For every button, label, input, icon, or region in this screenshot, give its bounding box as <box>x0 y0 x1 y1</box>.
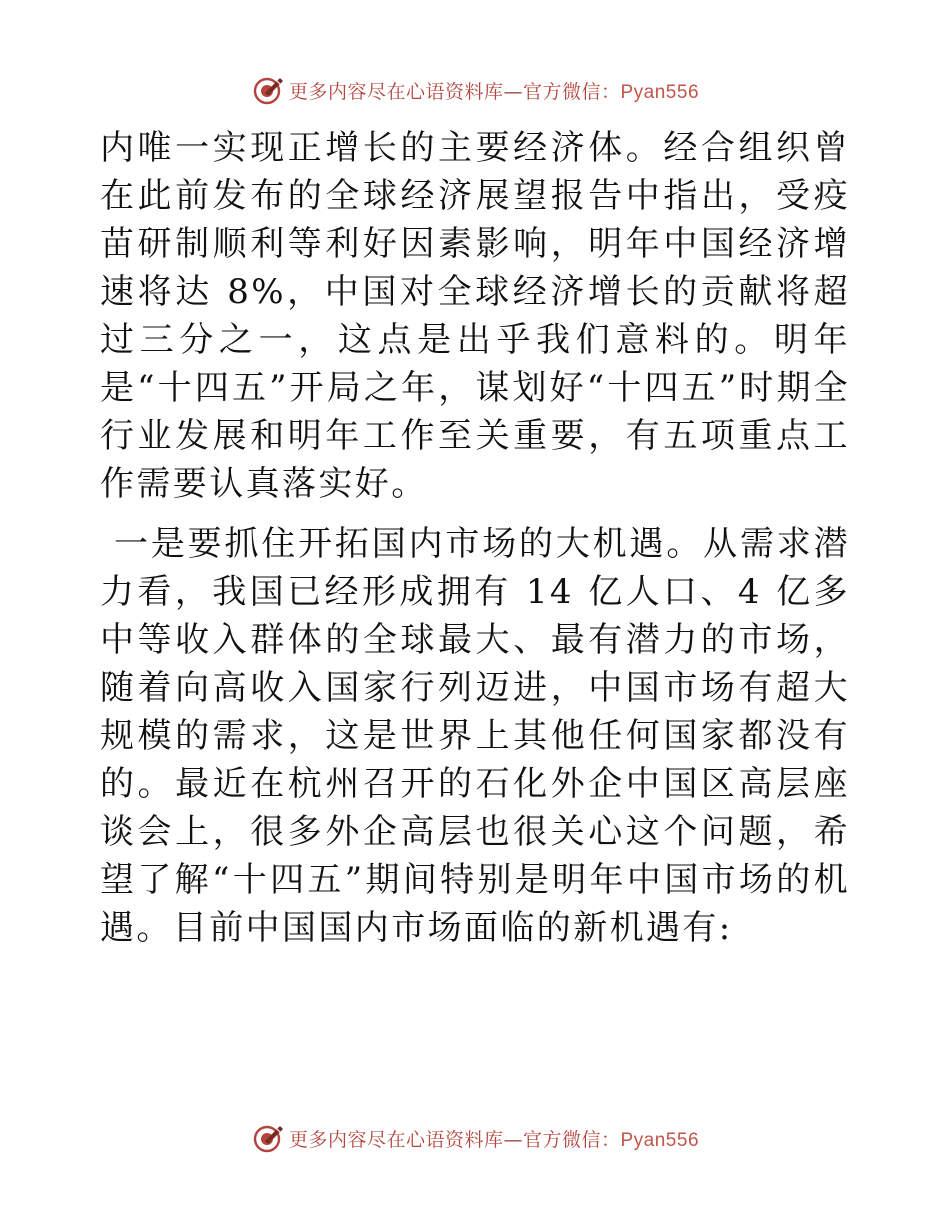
banner-wechat-id: Pyan556 <box>620 1129 700 1151</box>
banner-slogan: 更多内容尽在心语资料库 <box>288 1128 504 1151</box>
pen-nib-logo-icon <box>251 73 285 107</box>
pen-nib-logo-icon <box>251 1121 285 1155</box>
paragraph-2: 一是要抓住开拓国内市场的大机遇。从需求潜力看，我国已经形成拥有 14 亿人口、4 亿多中等收入群体的全球最大、最有潜力的市场，随着向高收入国家行列迈进，中国市场有超大规模的需求，这是世界上其他任何国家都没有的。最近在杭州召开的石化外企中国区高层座谈会上，很多外企高层也很关心这个问题，希望了解“十四五”期间特别是明年中国市场的机遇。目前中国国内市场面临的新机遇有: <box>100 524 850 948</box>
banner-text <box>289 77 699 104</box>
footer-banner <box>0 1118 950 1158</box>
banner-text <box>289 1125 699 1152</box>
paragraph-1: 内唯一实现正增长的主要经济体。经合组织曾在此前发布的全球经济展望报告中指出，受疫苗研制顺利等利好因素影响，明年中国经济增速将达 8%，中国对全球经济增长的贡献将超过三分之一，这点是出乎我们意料的。明年是“十四五”开局之年，谋划好“十四五”时期全行业发展和明年工作至关重要，有五项重点工作需要认真落实好。 <box>100 128 850 504</box>
banner-separator: — <box>503 80 523 103</box>
banner-wechat-label: 官方微信： <box>522 80 621 103</box>
banner-wechat-label: 官方微信： <box>522 1128 621 1151</box>
banner-slogan: 更多内容尽在心语资料库 <box>288 80 504 103</box>
document-body <box>100 124 850 952</box>
banner-separator: — <box>503 1128 523 1151</box>
header-banner <box>0 70 950 110</box>
banner-wechat-id: Pyan556 <box>620 81 700 103</box>
